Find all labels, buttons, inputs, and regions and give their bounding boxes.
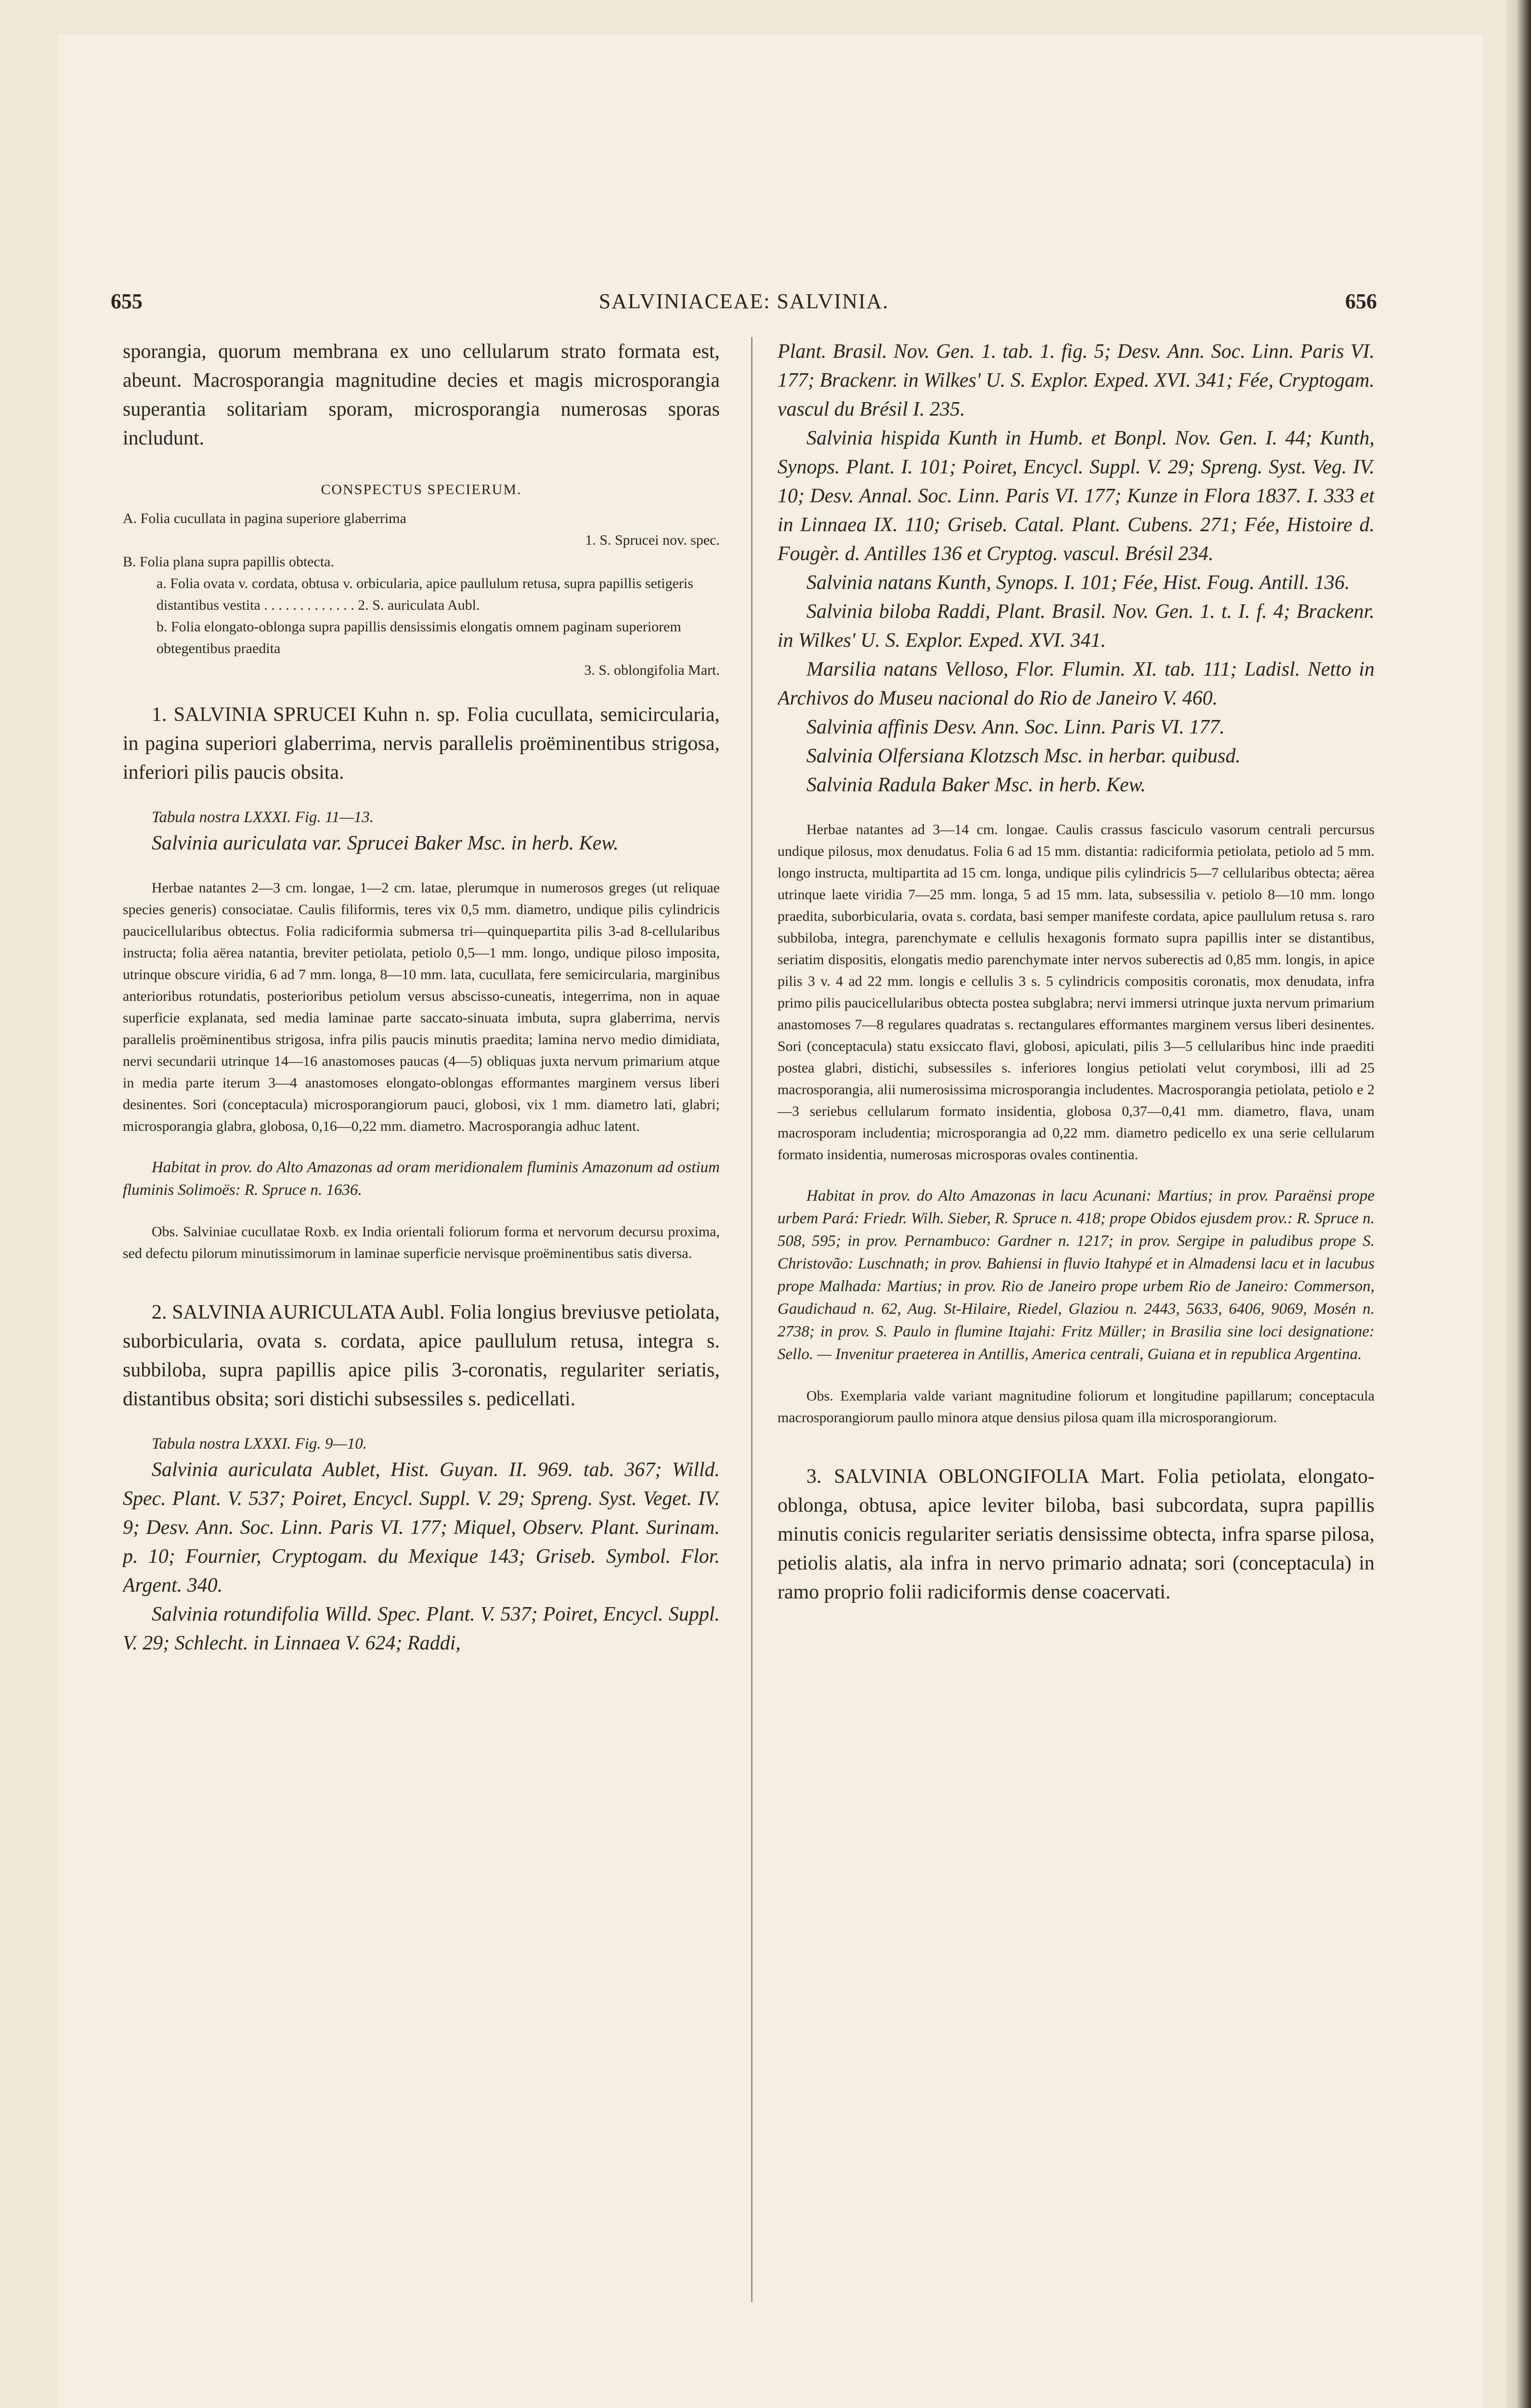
key-b-b: b. Folia elongato-oblonga supra papillis densissimis elongatis omnem paginam superiorem obtegentibus praedita bbox=[156, 619, 681, 656]
column-divider bbox=[751, 337, 753, 2302]
species-1-habitat: Habitat in prov. do Alto Amazonas ad oram meridionalem fluminis Amazonum ad ostium fluminis Solimoës: R. Spruce n. 1636. bbox=[123, 1159, 720, 1199]
species-1-observation: Obs. Salviniae cucullatae Roxb. ex India orientali foliorum forma et nervorum decursu proxima, sed defectu pilorum minutissimorum in laminae superficie nervisque proëminentibus satis diversa. bbox=[123, 1224, 720, 1261]
synonym-affinis: Salvinia affinis Desv. Ann. Soc. Linn. Paris VI. 177. bbox=[806, 716, 1225, 738]
species-2-synonym-auriculata: Salvinia auriculata Aublet, Hist. Guyan. II. 969. tab. 367; Willd. Spec. Plant. V. 537; Poiret, Encycl. Suppl. V. 29; Spreng. Syst. Veget. IV. 9; Desv. Ann. Soc. Linn. Paris VI. 177; Miquel, Observ. Plant. Surinam. p. 10; Fournier, Cryptogam. du Mexique 143; Griseb. Symbol. Flor. Argent. 340. bbox=[123, 1459, 720, 1597]
species-key bbox=[123, 508, 720, 681]
running-title: SALVINIACEAE: SALVINIA. bbox=[598, 289, 889, 313]
page-edge-shadow bbox=[1502, 0, 1531, 2408]
species-2-observation: Obs. Exemplaria valde variant magnitudine foliorum et longitudine papillarum; conceptacula macrosporangiorum paullo minora atque densius pilosa quam illa microsporangiorum. bbox=[778, 1388, 1375, 1426]
synonym-biloba: Salvinia biloba Raddi, Plant. Brasil. Nov. Gen. 1. t. I. f. 4; Brackenr. in Wilkes' U. S. Explor. Exped. XVI. 341. bbox=[778, 601, 1375, 652]
key-b: B. Folia plana supra papillis obtecta. bbox=[123, 554, 335, 570]
species-1-tabula: Tabula nostra LXXXI. Fig. 11—13. bbox=[152, 809, 374, 826]
key-a: A. Folia cucullata in pagina superiore glaberrima bbox=[123, 510, 406, 526]
synonym-continuation: Plant. Brasil. Nov. Gen. 1. tab. 1. fig. 5; Desv. Ann. Soc. Linn. Paris VI. 177; Brackenr. in Wilkes' U. S. Explor. Exped. XVI. 341; Fée, Cryptogam. vascul du Brésil I. 235. bbox=[778, 340, 1375, 420]
key-b-b-result: 3. S. oblongifolia Mart. bbox=[584, 662, 720, 678]
synonym-marsilia: Marsilia natans Velloso, Flor. Flumin. XI. tab. 111; Ladisl. Netto in Archivos do Museu nacional do Rio de Janeiro V. 460. bbox=[778, 658, 1375, 709]
page-number-left: 655 bbox=[111, 289, 143, 313]
species-2-synonym-rotundifolia: Salvinia rotundifolia Willd. Spec. Plant. V. 537; Poiret, Encycl. Suppl. V. 29; Schlecht. in Linnaea V. 624; Raddi, bbox=[123, 1603, 720, 1654]
synonym-olfersiana: Salvinia Olfersiana Klotzsch Msc. in herbar. quibusd. bbox=[806, 745, 1241, 767]
species-1-synonym: Salvinia auriculata var. Sprucei Baker Msc. in herb. Kew. bbox=[152, 832, 619, 854]
synonym-natans: Salvinia natans Kunth, Synops. I. 101; Fée, Hist. Foug. Antill. 136. bbox=[806, 572, 1350, 594]
species-2-description: Herbae natantes ad 3—14 cm. longae. Caulis crassus fasciculo vasorum centrali percursus undique pilosus, mox denudatus. Folia 6 ad 15 mm. distantia: radiciformia petiolata, petiolo ad 5 mm. longo instructa, multipartita ad 15 cm. longa, undique pilis cylindricis 5—7 cellularibus obtecta; aërea utrinque laete viridia 7—25 mm. longa, 5 ad 15 mm. lata, subsessilia v. petiolo 8—10 mm. longo praedita, suborbicularia, ovata s. cordata, basi semper manifeste cordata, apice paullulum retusa s. raro subbiloba, integra, parenchymate e cellulis hexagonis formato supra papillis inter se distantibus, seriatim dispositis, elongatis medio parenchymate inter nervos suberectis ad 0,85 mm. longis, in apice pilis 3 v. 4 ad 22 mm. longis e cellulis 3 s. 5 cylindricis compositis coronatis, mox denudata, infra primo pilis paucicellularibus obtecta postea subglabra; nervi immersi utrinque juxta nervum primarium anastomoses 7—8 regulares quadratas s. rectangulares efformantes marginem versus liberi desinentes. Sori (conceptacula) statu exsiccato flavi, globosi, apiculati, pilis 3—5 cellularibus hinc inde praediti postea glabri, distichi, subsessiles s. inferiores longius petiolati velut corymbosi, illi ad 25 macrosporangia, alii numerosissima microsporangia includentes. Macrosporangia petiolata, petiolo e 2—3 seriebus cellularum formato insidentia, globosa 0,37—0,41 mm. diametro, flava, unam macrosporam includentia; microsporangia ad 0,22 mm. diametro pedicello ex una serie cellularum formato insidentia, numerosas microsporas ovales continentia. bbox=[778, 822, 1375, 1163]
species-1-description: Herbae natantes 2—3 cm. longae, 1—2 cm. latae, plerumque in numerosos greges (ut reliquae species generis) consociatae. Caulis filiformis, teres vix 0,5 mm. diametro, undique pilis cylindricis paucicellularibus obtectus. Folia radiciformia submersa tri—quinquepartita pilis 3-ad 8-cellularibus instructa; folia aërea natantia, breviter petiolata, petiolo 0,5—1 mm. longo, undique piloso imposita, utrinque obscure viridia, 6 ad 7 mm. longa, 8—10 mm. lata, cucullata, fere semicircularia, marginibus anterioribus rotundatis, posterioribus petiolum versus abscisso-cuneatis, integerrima, non in aquae superficie explanata, sed media laminae parte saccato-sinuata imbuta, supra glaberrima, nervis parallelis proëminentibus strigosa, infra pilis paucis minutis praedita; lamina nervo medio dimidiata, nervi secundarii utrinque 14—16 anastomoses paucas (4—5) obliquas juxta nervum primarium atque in media parte iterum 3—4 anastomoses elongato-oblongas efformantes marginem versus liberi desinentes. Sori (conceptacula) microsporangiorum pauci, globosi, vix 1 mm. diametro lati, glabri; microsporangia glabra, globosa, 0,16—0,22 mm. diametro. Macrosporangia adhuc latent. bbox=[123, 880, 720, 1134]
left-column bbox=[123, 337, 720, 2350]
species-3-heading: 3. SALVINIA OBLONGIFOLIA Mart. Folia petiolata, elongato-oblonga, obtusa, apice leviter biloba, basi subcordata, supra papillis minutis conicis regulariter seriatis densissime obtecta, infra sparse pilosa, petiolis alatis, ala infra in nervo primario adnata; sori (conceptacula) in ramo proprio folii radiciformis dense coacervati. bbox=[778, 1466, 1375, 1603]
intro-paragraph: sporangia, quorum membrana ex uno cellularum strato formata est, abeunt. Macrosporangia magnitudine decies et magis microsporangia superantia solitariam sporam, microsporangia numerosas sporas includunt. bbox=[123, 340, 720, 449]
species-1-heading: 1. SALVINIA SPRUCEI Kuhn n. sp. Folia cucullata, semicircularia, in pagina superiori glaberrima, nervis parallelis proëminentibus strigosa, inferiori pilis paucis obsita. bbox=[123, 704, 720, 784]
page-number-right: 656 bbox=[1345, 289, 1377, 313]
running-header bbox=[111, 289, 1377, 318]
species-2-habitat: Habitat in prov. do Alto Amazonas in lacu Acunani: Martius; in prov. Paraënsi prope urbem Pará: Friedr. Wilh. Sieber, R. Spruce n. 418; prope Obidos ejusdem prov.: R. Spruce n. 508, 595; in prov. Pernambuco: Gardner n. 1217; in prov. Sergipe in paludibus prope S. Christovão: Luschnath; in prov. Bahiensi in fluvio Itahypé et in Almadensi lacu et in lacubus prope Malhada: Martius; in prov. Rio de Janeiro prope urbem Rio de Janeiro: Commerson, Gaudichaud n. 62, Aug. St-Hilaire, Riedel, Glaziou n. 2443, 5633, 6406, 9069, Mosén n. 2738; in prov. S. Paulo in flumine Itajahi: Fritz Müller; in Brasilia sine loci designatione: Sello. — Invenitur praeterea in Antillis, America centrali, Guiana et in republica Argentina. bbox=[778, 1187, 1375, 1363]
key-b-a: a. Folia ovata v. cordata, obtusa v. orbicularia, apice paullulum retusa, supra papillis setigeris distantibus vestita . . . . . . . . . . . . . 2. S. auriculata Aubl. bbox=[156, 576, 693, 613]
right-column bbox=[778, 337, 1375, 2350]
species-2-tabula: Tabula nostra LXXXI. Fig. 9—10. bbox=[152, 1435, 367, 1453]
species-2-heading: 2. SALVINIA AURICULATA Aubl. Folia longius breviusve petiolata, suborbicularia, ovata s. cordata, apice paullulum retusa, integra s. subbiloba, supra papillis apice pilis 3-coronatis, regulariter seriatis, distantibus obsita; sori distichi subsessiles s. pedicellati. bbox=[123, 1301, 720, 1410]
synonym-radula: Salvinia Radula Baker Msc. in herb. Kew. bbox=[806, 774, 1146, 796]
conspectus-title: CONSPECTUS SPECIERUM. bbox=[321, 482, 522, 497]
synonym-hispida: Salvinia hispida Kunth in Humb. et Bonpl. Nov. Gen. I. 44; Kunth, Synops. Plant. I. 101; Poiret, Encycl. Suppl. V. 29; Spreng. Syst. Veg. IV. 10; Desv. Annal. Soc. Linn. Paris VI. 177; Kunze in Flora 1837. I. 333 et in Linnaea IX. 110; Griseb. Catal. Plant. Cubens. 271; Fée, Histoire d. Fougèr. d. Antilles 136 et Cryptog. vascul. Brésil 234. bbox=[778, 427, 1375, 565]
key-a-result: 1. S. Sprucei nov. spec. bbox=[585, 532, 720, 548]
